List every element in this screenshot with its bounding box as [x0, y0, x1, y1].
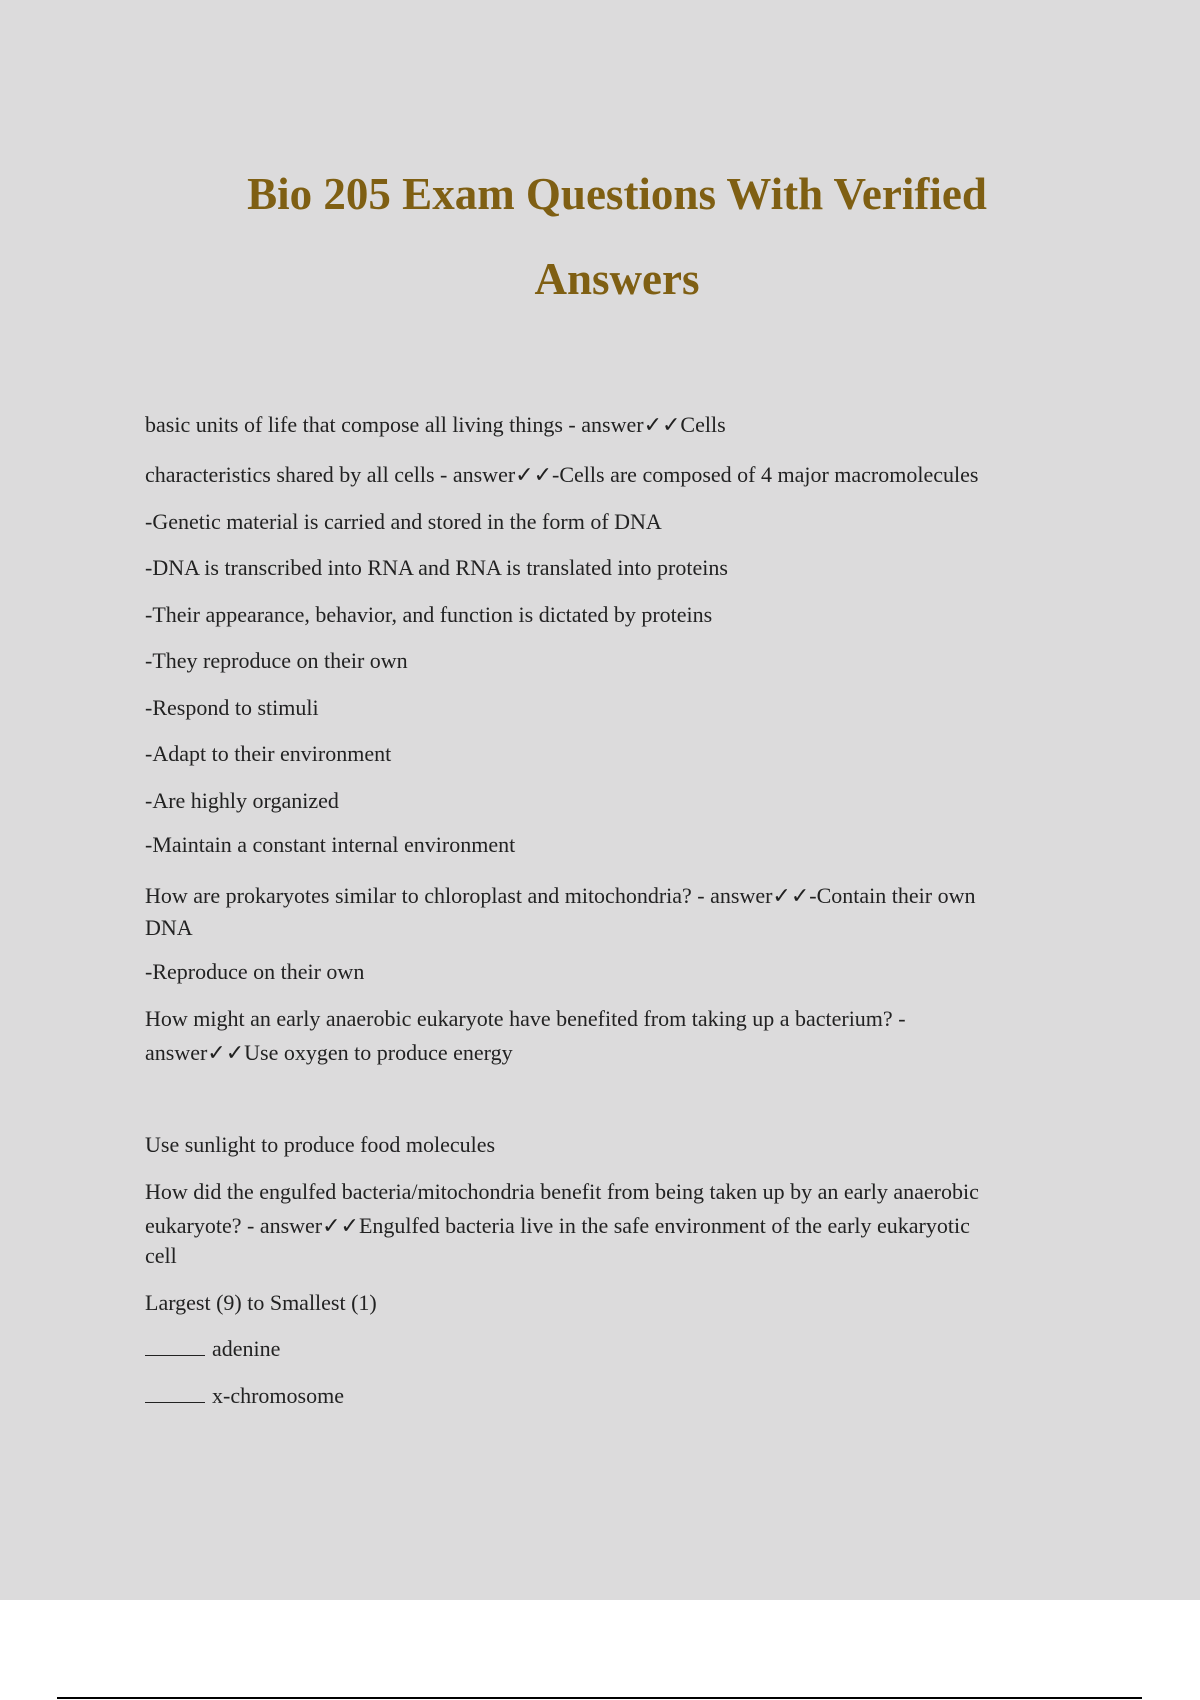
text-line: -Are highly organized: [145, 788, 339, 813]
text-line: -They reproduce on their own: [145, 648, 408, 673]
ranking-item-label: x-chromosome: [212, 1383, 344, 1408]
answer-blank: [145, 1337, 205, 1356]
text-line: -Respond to stimuli: [145, 695, 319, 720]
text-line: Largest (9) to Smallest (1): [145, 1290, 377, 1315]
text-line: eukaryote? - answer✓✓Engulfed bacteria live in the safe environment of the early eukaryotic: [145, 1213, 970, 1238]
ranking-item-label: adenine: [212, 1336, 281, 1361]
ranking-item: [145, 1379, 1075, 1413]
text-line: -Adapt to their environment: [145, 741, 392, 766]
answer-blank: [145, 1384, 205, 1403]
text-line: answer✓✓Use oxygen to produce energy: [145, 1040, 513, 1065]
text-line: -Maintain a constant internal environment: [145, 832, 516, 857]
text-line: Use sunlight to produce food molecules: [145, 1132, 496, 1157]
text-line: How might an early anaerobic eukaryote have benefited from taking up a bacterium? -: [145, 1006, 906, 1031]
document-title-line-1: Bio 205 Exam Questions With Verified: [247, 169, 987, 219]
text-line: basic units of life that compose all living things - answer✓✓Cells: [145, 412, 726, 437]
text-line: characteristics shared by all cells - answer✓✓-Cells are composed of 4 major macromolecules: [145, 462, 979, 487]
text-line: -Genetic material is carried and stored in the form of DNA: [145, 509, 662, 534]
text-line: -DNA is transcribed into RNA and RNA is translated into proteins: [145, 555, 728, 580]
ranking-item: [145, 1332, 1075, 1366]
page-divider: [57, 1697, 1142, 1699]
text-line: How are prokaryotes similar to chloroplast and mitochondria? - answer✓✓-Contain their own: [145, 883, 976, 908]
text-line: -Reproduce on their own: [145, 959, 365, 984]
text-line: -Their appearance, behavior, and function is dictated by proteins: [145, 602, 713, 627]
text-line: DNA: [145, 915, 193, 940]
document-title-line-2: Answers: [534, 254, 700, 304]
text-line: cell: [145, 1243, 177, 1268]
text-line: How did the engulfed bacteria/mitochondria benefit from being taken up by an early anaerobic: [145, 1179, 979, 1204]
